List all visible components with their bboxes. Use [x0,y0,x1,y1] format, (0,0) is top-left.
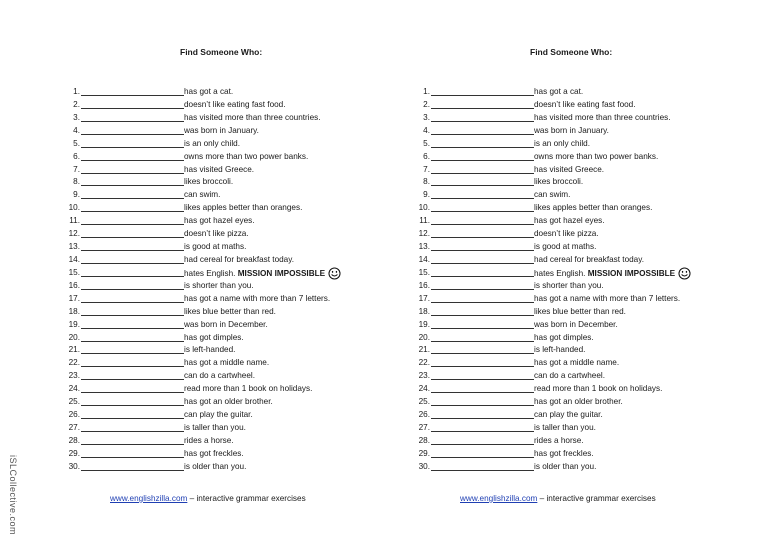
answer-blank[interactable] [431,276,534,277]
item-number: 12. [418,229,430,239]
item-number: 11. [69,216,80,226]
item-number: 29. [418,448,430,458]
item-text [184,99,286,110]
answer-blank[interactable] [431,379,534,380]
item-number: 18. [68,306,80,316]
answer-blank[interactable] [431,211,534,212]
item-text-content: can play the guitar. [534,410,603,420]
item-number: 26. [68,410,80,420]
item-text-content: had cereal for breakfast today. [184,254,294,264]
answer-blank[interactable] [431,328,534,329]
item-number: 17. [68,293,80,303]
answer-blank[interactable] [431,405,534,406]
answer-blank[interactable] [81,211,184,212]
item-text [184,422,246,433]
footer [460,494,656,503]
footer-text: – interactive grammar exercises [187,494,306,503]
item-text [534,189,570,200]
answer-blank[interactable] [81,470,184,471]
item-text-content: has visited more than three countries. [184,112,321,122]
answer-blank[interactable] [431,302,534,303]
item-text-content: read more than 1 book on holidays. [184,384,313,394]
item-number: 3. [73,112,80,122]
item-number: 5. [423,138,430,148]
answer-blank[interactable] [81,444,184,445]
item-number: 20. [68,332,80,342]
answer-blank[interactable] [431,457,534,458]
item-text-content: is good at maths. [184,242,247,252]
item-text [534,396,623,407]
item-text-content: read more than 1 book on holidays. [534,384,663,394]
item-number: 23. [68,371,80,381]
item-text [184,241,246,252]
item-text-content: is older than you. [184,461,247,471]
answer-blank[interactable] [431,185,534,186]
item-number: 30. [418,461,430,471]
item-text [534,383,662,394]
item-text [534,357,619,368]
item-number: 24. [68,384,80,394]
item-number: 16. [418,280,430,290]
item-text-content: has got a cat. [184,87,234,96]
item-emphasis: MISSION IMPOSSIBLE [587,268,676,278]
answer-blank[interactable] [431,392,534,393]
item-text [534,164,604,175]
item-number: 7. [73,164,80,174]
item-text-content: has got a cat. [534,87,584,96]
answer-blank[interactable] [81,147,184,148]
answer-blank[interactable] [81,263,184,264]
item-text [184,409,253,420]
item-text-content: likes apples better than oranges. [184,203,303,213]
answer-blank[interactable] [81,224,184,225]
item-number: 27. [68,422,80,432]
item-text [184,228,249,239]
item-number: 1. [73,87,80,96]
item-text [534,176,583,187]
item-text-content: has got dimples. [184,332,244,342]
item-text [184,396,273,407]
answer-blank[interactable] [431,470,534,471]
item-text [534,202,652,213]
answer-blank[interactable] [81,302,184,303]
item-number: 24. [418,384,430,394]
item-number: 8. [423,177,430,187]
item-text [184,306,276,317]
item-text-content: is taller than you. [534,422,596,432]
item-text-content: has got an older brother. [184,397,273,407]
answer-blank[interactable] [81,185,184,186]
item-text [534,254,644,265]
item-text [184,254,294,265]
item-number: 11. [419,216,430,226]
item-text-content: rides a horse. [184,435,234,445]
answer-blank[interactable] [81,315,184,316]
answer-blank[interactable] [431,418,534,419]
item-text-content: had cereal for breakfast today. [534,254,644,264]
item-text-content: is an only child. [184,138,240,148]
item-text-content: can swim. [534,190,571,200]
item-text-content: has got freckles. [534,448,594,458]
item-text-content: is older than you. [534,461,597,471]
item-number: 3. [423,112,430,122]
item-text [184,344,235,355]
item-text [534,280,604,291]
item-text-content: has got hazel eyes. [534,216,605,226]
answer-blank[interactable] [81,328,184,329]
item-number: 30. [68,461,80,471]
item-text-content: is shorter than you. [534,280,604,290]
item-text-content: is an only child. [534,138,590,148]
item-text-content: is good at maths. [534,242,597,252]
item-text-content: has got a name with more than 7 letters. [534,293,681,303]
answer-blank[interactable] [431,173,534,174]
item-text [184,280,254,291]
item-number: 7. [423,164,430,174]
item-text [534,241,596,252]
item-number: 10. [68,203,80,213]
answer-blank[interactable] [81,160,184,161]
item-text [534,448,594,459]
item-text-content: was born in January. [534,125,609,135]
item-number: 9. [73,190,80,200]
item-number: 26. [418,410,430,420]
answer-blank[interactable] [81,237,184,238]
item-number: 9. [423,190,430,200]
footer-text: – interactive grammar exercises [537,494,656,503]
item-number: 14. [418,254,430,264]
item-number: 21. [418,345,430,355]
item-text-content: has got dimples. [534,332,594,342]
answer-blank[interactable] [431,431,534,432]
answer-blank[interactable] [81,134,184,135]
answer-blank[interactable] [81,250,184,251]
item-text [184,293,330,304]
item-text-content: was born in December. [534,319,618,329]
item-text-content: is taller than you. [184,422,246,432]
item-number: 15. [68,267,80,277]
item-text [184,370,255,381]
answer-blank[interactable] [431,95,534,96]
answer-blank[interactable] [81,379,184,380]
item-number: 25. [68,397,80,407]
item-text-content: has got a middle name. [534,358,620,368]
item-text-content: likes blue better than red. [184,306,276,316]
item-text [534,151,658,162]
item-text-content: doesn’t like eating fast food. [184,99,286,109]
item-text [534,435,584,446]
answer-blank[interactable] [81,276,184,277]
item-text [534,267,691,280]
item-text-content: has got hazel eyes. [184,216,255,226]
answer-blank[interactable] [81,418,184,419]
item-text-content: has visited Greece. [534,164,605,174]
item-text [184,215,255,226]
item-number: 1. [423,87,430,96]
item-text-content: likes apples better than oranges. [534,203,653,213]
footer-link[interactable]: www.englishzilla.com [110,494,188,503]
item-text-content: doesn’t like eating fast food. [534,99,636,109]
item-text-content: is shorter than you. [184,280,254,290]
item-text-content: can do a cartwheel. [534,371,606,381]
answer-blank[interactable] [81,95,184,96]
smiley-icon [678,267,691,280]
item-number: 25. [418,397,430,407]
item-text [534,293,680,304]
answer-blank[interactable] [81,392,184,393]
answer-blank[interactable] [81,198,184,199]
item-text-content: can do a cartwheel. [184,371,256,381]
item-text [184,164,254,175]
item-text-content: has got an older brother. [534,397,623,407]
item-text-content: hates English. [184,268,236,278]
item-text [184,86,233,97]
answer-blank[interactable] [431,263,534,264]
item-number: 16. [68,280,80,290]
item-text-content: has visited more than three countries. [534,112,671,122]
item-emphasis: MISSION IMPOSSIBLE [237,268,326,278]
item-text [184,448,244,459]
item-number: 22. [418,358,430,368]
item-text-content: owns more than two power banks. [534,151,659,161]
item-number: 14. [68,254,80,264]
item-text [534,112,671,123]
item-text [184,461,246,472]
item-text [184,332,244,343]
item-text-content: has visited Greece. [184,164,255,174]
item-text [534,409,603,420]
item-text-content: is left-handed. [184,345,236,355]
item-text-content: can play the guitar. [184,410,253,420]
answer-blank[interactable] [81,431,184,432]
answer-blank[interactable] [431,289,534,290]
answer-blank[interactable] [431,237,534,238]
item-text-content: rides a horse. [534,435,584,445]
item-number: 22. [68,358,80,368]
item-text [534,138,590,149]
item-text-content: can swim. [184,190,221,200]
answer-blank[interactable] [81,341,184,342]
item-number: 2. [423,99,430,109]
item-text [184,138,240,149]
worksheet-right [350,0,734,543]
item-text-content: doesn’t like pizza. [184,229,249,239]
answer-blank[interactable] [431,315,534,316]
item-text [534,332,594,343]
item-text [184,357,269,368]
item-number: 4. [423,125,430,135]
answer-blank[interactable] [81,121,184,122]
answer-blank[interactable] [431,108,534,109]
item-text [184,189,220,200]
answer-blank[interactable] [81,173,184,174]
answer-blank[interactable] [431,250,534,251]
item-number: 20. [418,332,430,342]
item-number: 8. [73,177,80,187]
item-text-content: likes broccoli. [534,177,584,187]
item-number: 19. [68,319,80,329]
item-text-content: likes broccoli. [184,177,234,187]
item-number: 21. [68,345,80,355]
answer-blank[interactable] [431,366,534,367]
item-number: 23. [418,371,430,381]
footer [110,494,306,503]
item-text-content: is left-handed. [534,345,586,355]
item-text [184,176,233,187]
item-text [534,228,599,239]
answer-blank[interactable] [431,160,534,161]
item-text [534,461,596,472]
item-text [184,267,341,280]
item-text [534,344,585,355]
item-text [184,151,308,162]
answer-blank[interactable] [431,224,534,225]
item-number: 28. [418,435,430,445]
answer-blank[interactable] [81,366,184,367]
item-number: 15. [418,267,430,277]
item-text [534,99,636,110]
item-text [534,370,605,381]
watermark: iSLCollective.com [8,455,18,536]
item-number: 27. [418,422,430,432]
item-text [184,202,302,213]
item-number: 18. [418,306,430,316]
item-text-content: owns more than two power banks. [184,151,309,161]
answer-blank[interactable] [81,405,184,406]
answer-blank[interactable] [431,198,534,199]
answer-blank[interactable] [431,134,534,135]
item-number: 13. [418,242,430,252]
answer-blank[interactable] [431,444,534,445]
item-text [534,86,583,97]
item-text [184,125,259,136]
worksheet-title: Find Someone Who: [530,47,613,57]
item-number: 17. [418,293,430,303]
item-text-content: was born in December. [184,319,268,329]
item-number: 28. [68,435,80,445]
item-number: 2. [73,99,80,109]
item-text [534,319,618,330]
item-number: 13. [68,242,80,252]
item-text-content: has got a middle name. [184,358,270,368]
item-number: 10. [418,203,430,213]
item-text [184,319,268,330]
footer-link[interactable]: www.englishzilla.com [460,494,538,503]
item-text [534,125,609,136]
item-number: 19. [418,319,430,329]
answer-blank[interactable] [431,121,534,122]
item-number: 5. [73,138,80,148]
item-number: 6. [73,151,80,161]
answer-blank[interactable] [81,457,184,458]
smiley-icon [328,267,341,280]
item-text [184,435,234,446]
item-text [534,215,605,226]
item-text [534,422,596,433]
item-text-content: likes blue better than red. [534,306,626,316]
item-text-content: has got a name with more than 7 letters. [184,293,331,303]
item-text-content: has got freckles. [184,448,244,458]
item-text [184,383,312,394]
answer-blank[interactable] [431,147,534,148]
item-text [534,306,626,317]
item-number: 6. [423,151,430,161]
worksheet-title: Find Someone Who: [180,47,263,57]
answer-blank[interactable] [81,353,184,354]
answer-blank[interactable] [431,341,534,342]
item-number: 12. [68,229,80,239]
answer-blank[interactable] [81,289,184,290]
item-text-content: doesn’t like pizza. [534,229,599,239]
answer-blank[interactable] [81,108,184,109]
answer-blank[interactable] [431,353,534,354]
item-text [184,112,321,123]
item-text-content: hates English. [534,268,586,278]
item-text-content: was born in January. [184,125,259,135]
item-number: 29. [68,448,80,458]
item-number: 4. [73,125,80,135]
